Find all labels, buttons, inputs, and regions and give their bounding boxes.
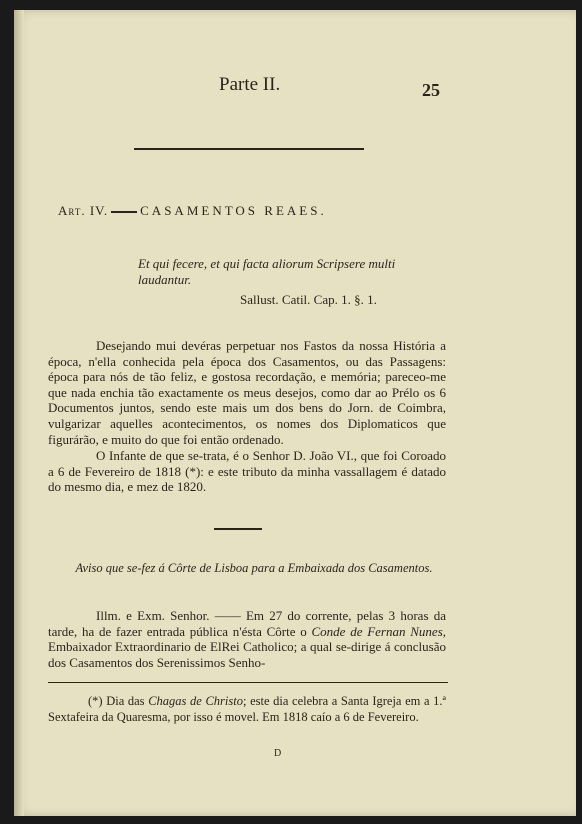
footnote-italic: Chagas de Christo [148,694,243,708]
page-number: 25 [422,80,440,100]
paragraph3-name: Conde de Fernan Nunes [311,623,443,639]
running-header: Parte II. [219,74,281,95]
footnote [48,694,446,725]
header-rule [134,148,364,150]
document-page [14,10,576,816]
footnote-rule [48,682,448,683]
epigraph-quote: Et qui fecere, et qui facta aliorum Scripsere multi laudantur. [138,256,396,287]
body-paragraph-3 [48,608,446,670]
article-label: Art. IV. [58,203,109,218]
body-paragraph-1: Desejando mui devéras perpetuar nos Fastos da nossa História a época, n'ella conhecida pela época dos Casamentos, ou das Passagens: época para nós de tão feliz, e gostosa recordação, e memória; pareceo-me que nada enchia tão exactamente os meus desejos, como dar ao Prélo os 6 Documentos juntos, sendo este mais um dos bens do Jorn. de Coimbra, vulgarizar aquelles acontecimentos, os nomes dos Diplomaticos que figurárão, e muito do que foi então ordenado. [48,338,446,447]
notice-heading: Aviso que se-fez á Côrte de Lisboa para a Embaixada dos Casamentos. [75,561,433,575]
footnote-text-b: ; este dia celebra a Santa Igreja em a 1.ª Sextafeira da Quaresma, por isso é movel. Em 1818 caío a 6 de Fevereiro. [48,694,446,724]
section-rule [214,528,262,530]
footnote-marker: (*) [88,694,103,708]
signature-mark: D [274,748,283,759]
paragraph3-text-a: Illm. e Exm. Senhor. —— Em 27 do corrente, pelas 3 horas da tarde, ha de fazer entrada pública n'ésta Côrte o [48,608,446,639]
article-heading [58,203,327,219]
article-title: CASAMENTOS REAES. [140,203,327,218]
paragraph3-text-b: , Embaixador Extraordinario de ElRei Catholico; a qual se-dirige á conclusão dos Casamentos dos Serenissimos Senho- [48,623,446,670]
epigraph-source: Sallust. Catil. Cap. 1. §. 1. [240,292,377,307]
body-paragraph-2: O Infante de que se-trata, é o Senhor D. João VI., que foi Coroado a 6 de Fevereiro de 1818 (*): e este tributo da minha vassallagem é datado do mesmo dia, e mez de 1820. [48,448,446,495]
article-dash [111,211,137,213]
page-edge-shadow [14,10,24,816]
footnote-text-a: Dia das [102,694,149,708]
